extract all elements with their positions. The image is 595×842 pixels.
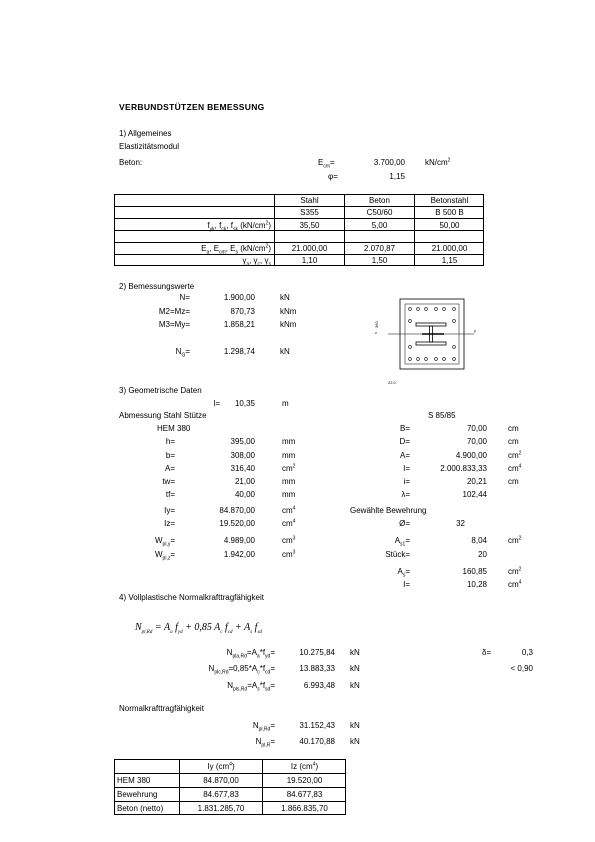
table-rule xyxy=(114,254,484,255)
table-cell: 1,15 xyxy=(441,256,458,265)
steel-label: Iy= xyxy=(164,506,175,515)
inertia-row-label: Bewehrung xyxy=(117,790,158,799)
svg-text:y: y xyxy=(474,328,476,333)
section-label: D= xyxy=(399,437,410,446)
plastic-resistance-formula: $N_{pl,Rd} = A_a$ $f_{yd} + 0,85$ $A_c$ $f_{cd} + A_s$ $f_{sd}$ xyxy=(135,622,262,635)
reinforcement-value: 8,04 xyxy=(471,536,487,545)
table-header: Stahl xyxy=(300,196,319,205)
axial-capacity-unit: kN xyxy=(350,721,360,730)
reinforcement-label: Ø= xyxy=(399,519,410,528)
beton-label: Beton: xyxy=(119,158,143,167)
steel-unit: $cm^3$ xyxy=(282,535,296,545)
inertia-cell: 84.870,00 xyxy=(203,776,239,785)
table-header: Betonstahl xyxy=(430,196,469,205)
steel-unit: mm xyxy=(282,437,296,446)
design-label: M3=My= xyxy=(158,320,190,329)
table-row-label: $\gamma_a$, $\gamma_c$, $\gamma_s$ xyxy=(242,256,271,268)
table-header: Beton xyxy=(369,196,390,205)
section-name: S 85/85 xyxy=(428,411,456,420)
design-unit: kNm xyxy=(280,320,297,329)
steel-unit: $cm^2$ xyxy=(282,463,296,473)
section-value: 20,21 xyxy=(466,477,487,486)
profile-name: HEM 380 xyxy=(157,424,191,433)
delta-limit: < 0,90 xyxy=(510,664,533,673)
section-label: λ= xyxy=(401,490,410,499)
axial-capacity-unit: kN xyxy=(350,737,360,746)
design-value: 1.900,00 xyxy=(223,293,255,302)
steel-value: 1.942,00 xyxy=(223,550,255,559)
steel-value: 19.520,00 xyxy=(219,519,255,528)
design-unit: kN xyxy=(280,347,290,356)
reinforcement-heading: Gewählte Bewehrung xyxy=(350,506,427,515)
ecm-label: $E_{cm}=$ xyxy=(318,158,335,170)
section-4-heading: 4) Vollplastische Normalkrafttragfähigkeit xyxy=(119,593,264,602)
phi-value: 1,15 xyxy=(389,172,405,181)
reinforcement-label: I= xyxy=(403,580,410,589)
table-rule xyxy=(114,218,484,219)
section-unit: $cm^2$ xyxy=(508,450,522,460)
section-label: A= xyxy=(399,451,410,460)
design-unit: kN xyxy=(280,293,290,302)
steel-unit: $cm^4$ xyxy=(282,518,296,528)
steel-label: h= xyxy=(165,437,175,446)
svg-text:z: z xyxy=(375,330,377,335)
steel-label: Iz= xyxy=(164,519,175,528)
axial-capacity-label: $N_{pl,R}=$ xyxy=(255,737,275,749)
svg-text:22.0: 22.0 xyxy=(388,380,396,385)
reinforcement-value: 10,28 xyxy=(466,580,487,589)
design-value: 1.298,74 xyxy=(223,347,255,356)
steel-label: b= xyxy=(165,451,175,460)
length-unit: m xyxy=(282,399,289,408)
plastic-unit: kN xyxy=(350,648,360,657)
steel-dimensions-heading: Abmessung Stahl Stütze xyxy=(119,411,207,420)
delta-label: δ= xyxy=(482,648,492,657)
length-value: 10,35 xyxy=(234,399,255,408)
design-label: N= xyxy=(179,293,190,302)
reinforcement-unit: $cm^4$ xyxy=(508,579,522,589)
page-title: VERBUNDSTÜTZEN BEMESSUNG xyxy=(119,102,265,112)
inertia-header: Iy $(cm^4)$ xyxy=(207,761,235,771)
steel-value: 316,40 xyxy=(230,464,255,473)
section-label: I= xyxy=(403,464,410,473)
table-cell: 21.000,00 xyxy=(291,244,328,253)
reinforcement-label: $A_{s1}=$ xyxy=(394,536,410,548)
section-unit: $cm^4$ xyxy=(508,463,522,473)
table-cell: 5,00 xyxy=(371,221,388,230)
steel-label: $W_{pl,z}=$ xyxy=(154,550,175,562)
inertia-header: Iz $(cm^4)$ xyxy=(290,761,319,771)
phi-label: φ= xyxy=(328,172,338,181)
inertia-row-label: Beton (netto) xyxy=(117,804,164,813)
inertia-cell: 1.831.285,70 xyxy=(197,804,245,813)
section-label: B= xyxy=(399,424,410,433)
steel-label: tf= xyxy=(165,490,175,499)
length-label: l= xyxy=(213,399,220,408)
reinforcement-value: 32 xyxy=(456,519,465,528)
table-rule xyxy=(114,773,346,774)
steel-value: 308,00 xyxy=(230,451,255,460)
design-value: 1.858,21 xyxy=(223,320,255,329)
section-1-subheading: Elastizitätsmodul xyxy=(119,142,180,151)
table-cell: 50,00 xyxy=(439,221,460,230)
steel-label: tw= xyxy=(162,477,175,486)
table-rule xyxy=(114,206,484,207)
section-1-heading: 1) Allgemeines xyxy=(119,129,172,138)
section-unit: cm xyxy=(508,437,519,446)
plastic-unit: kN xyxy=(350,664,360,673)
ecm-value: 3.700,00 xyxy=(373,158,405,167)
table-cell: 21.000,00 xyxy=(431,244,468,253)
table-cell: 35,50 xyxy=(299,221,320,230)
table-row-label: $E_a$, $E_{cm}$, $E_s$ $(kN/cm^2)$ xyxy=(201,243,271,256)
steel-value: 4.989,00 xyxy=(223,536,255,545)
plastic-label: $N_{pls,Rd}=A_s*f_{sd}=$ xyxy=(227,681,275,693)
plastic-label: $N_{plc,Rd}=0,85*A_c*f_{cd}=$ xyxy=(208,664,275,676)
inertia-row-label: HEM 380 xyxy=(117,776,151,785)
reinforcement-label: Stück= xyxy=(385,550,410,559)
section-value: 2.000.833,33 xyxy=(440,464,487,473)
table-cell: 2.070,87 xyxy=(363,244,396,253)
steel-unit: $cm^4$ xyxy=(282,505,296,515)
reinforcement-label: $A_s=$ xyxy=(397,567,410,579)
design-label: $N_G=$ xyxy=(175,347,190,359)
reinforcement-unit: $cm^2$ xyxy=(508,535,522,545)
inertia-cell: 19.520,00 xyxy=(286,776,323,785)
table-cell: 1,50 xyxy=(371,256,388,265)
steel-value: 84.870,00 xyxy=(219,506,255,515)
steel-value: 395,00 xyxy=(230,437,255,446)
table-cell: C50/60 xyxy=(366,208,393,217)
table-cell: B 500 B xyxy=(435,208,464,217)
steel-unit: mm xyxy=(282,451,296,460)
section-3-heading: 3) Geometrische Daten xyxy=(119,386,202,395)
axial-capacity-value: 40.170,88 xyxy=(299,737,335,746)
ecm-unit: $kN/cm^2$ xyxy=(425,157,451,167)
inertia-cell: 1.866.835,70 xyxy=(281,804,328,813)
section-unit: cm xyxy=(508,424,519,433)
section-value: 102,44 xyxy=(462,490,487,499)
design-value: 870,73 xyxy=(230,307,255,316)
table-rule xyxy=(114,801,346,802)
table-row-label: $f_{yk}$, $f_{ck}$, $f_{sk}$ $(kN/cm^2)$ xyxy=(207,220,271,233)
section-value: 70,00 xyxy=(466,437,487,446)
plastic-value: 10.275,84 xyxy=(299,648,335,657)
plastic-value: 6.993,48 xyxy=(303,681,335,690)
steel-unit: mm xyxy=(282,477,296,486)
design-unit: kNm xyxy=(280,307,297,316)
inertia-cell: 84.677,83 xyxy=(286,790,323,799)
design-label: M2=Mz= xyxy=(158,307,190,316)
axial-capacity-label: $N_{pl,Rd}=$ xyxy=(252,721,275,733)
section-unit: cm xyxy=(508,477,519,486)
plastic-unit: kN xyxy=(350,681,360,690)
steel-unit: $cm^3$ xyxy=(282,549,296,559)
steel-unit: mm xyxy=(282,490,296,499)
table-rule xyxy=(114,242,484,243)
steel-value: 21,00 xyxy=(234,477,255,486)
steel-label: A= xyxy=(164,464,175,473)
table-cell: S355 xyxy=(300,208,319,217)
svg-text:360: 360 xyxy=(374,321,379,328)
section-label: i= xyxy=(403,477,410,486)
plastic-value: 13.883,33 xyxy=(299,664,335,673)
inertia-cell: 84.677,83 xyxy=(203,790,239,799)
cross-section-diagram xyxy=(370,294,480,392)
steel-value: 40,00 xyxy=(234,490,255,499)
delta-value: 0,3 xyxy=(521,648,533,657)
reinforcement-value: 20 xyxy=(478,550,487,559)
plastic-label: $N_{pla,Rd}=A_a*f_{yd}=$ xyxy=(226,648,275,660)
axial-capacity-heading: Normalkrafttragfähigkeit xyxy=(119,704,204,713)
axial-capacity-value: 31.152,43 xyxy=(299,721,335,730)
section-value: 4.900,00 xyxy=(455,451,487,460)
section-value: 70,00 xyxy=(466,424,487,433)
table-rule xyxy=(114,787,346,788)
section-2-heading: 2) Bemessungswerte xyxy=(119,282,195,291)
reinforcement-unit: $cm^2$ xyxy=(508,566,522,576)
reinforcement-value: 160,85 xyxy=(462,567,487,576)
steel-label: $W_{pl,y}=$ xyxy=(154,536,175,548)
table-cell: 1,10 xyxy=(301,256,318,265)
